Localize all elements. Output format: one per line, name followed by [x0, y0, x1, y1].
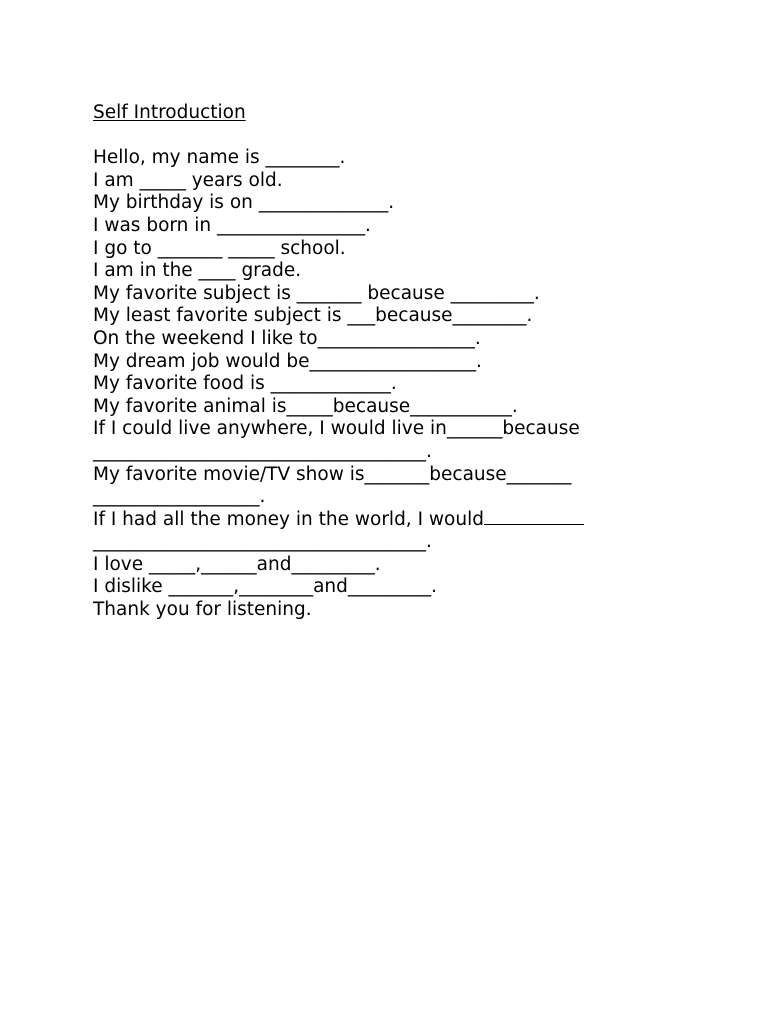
text-line: My birthday is on ______________. [93, 192, 395, 214]
text-line: On the weekend I like to_________________. [93, 327, 481, 349]
text-line: I was born in ________________. [93, 214, 371, 236]
text-line: My favorite animal is_____because___________. [93, 395, 518, 417]
document-title: Self Introduction [93, 102, 246, 123]
document-body [93, 102, 693, 622]
text-line: My favorite food is _____________. [93, 373, 397, 395]
text-line: I am _____ years old. [93, 169, 283, 191]
text-line: My favorite subject is _______ because _________. [93, 282, 540, 304]
underline-blank [484, 509, 584, 525]
text-line: I go to _______ _____ school. [93, 237, 346, 259]
text-line: If I had all the money in the world, I would [93, 508, 484, 530]
text-line: My least favorite subject is ___because________. [93, 305, 533, 327]
text-line: Hello, my name is ________. [93, 147, 346, 169]
text-line: I dislike _______,________and_________. [93, 576, 438, 598]
text-line: I love _____,______and_________. [93, 553, 381, 575]
text-line: ____________________________________. [93, 531, 432, 553]
text-line: If I could live anywhere, I would live in______because [93, 418, 580, 440]
text-line-with-blank [93, 509, 693, 532]
text-line: My dream job would be__________________. [93, 350, 482, 372]
text-line: I am in the ____ grade. [93, 260, 302, 282]
text-line: ____________________________________. [93, 440, 432, 462]
text-line: __________________. [93, 486, 266, 508]
blank-line [93, 125, 693, 148]
text-line: My favorite movie/TV show is_______because_______ [93, 463, 572, 485]
text-line: Thank you for listening. [93, 599, 312, 621]
